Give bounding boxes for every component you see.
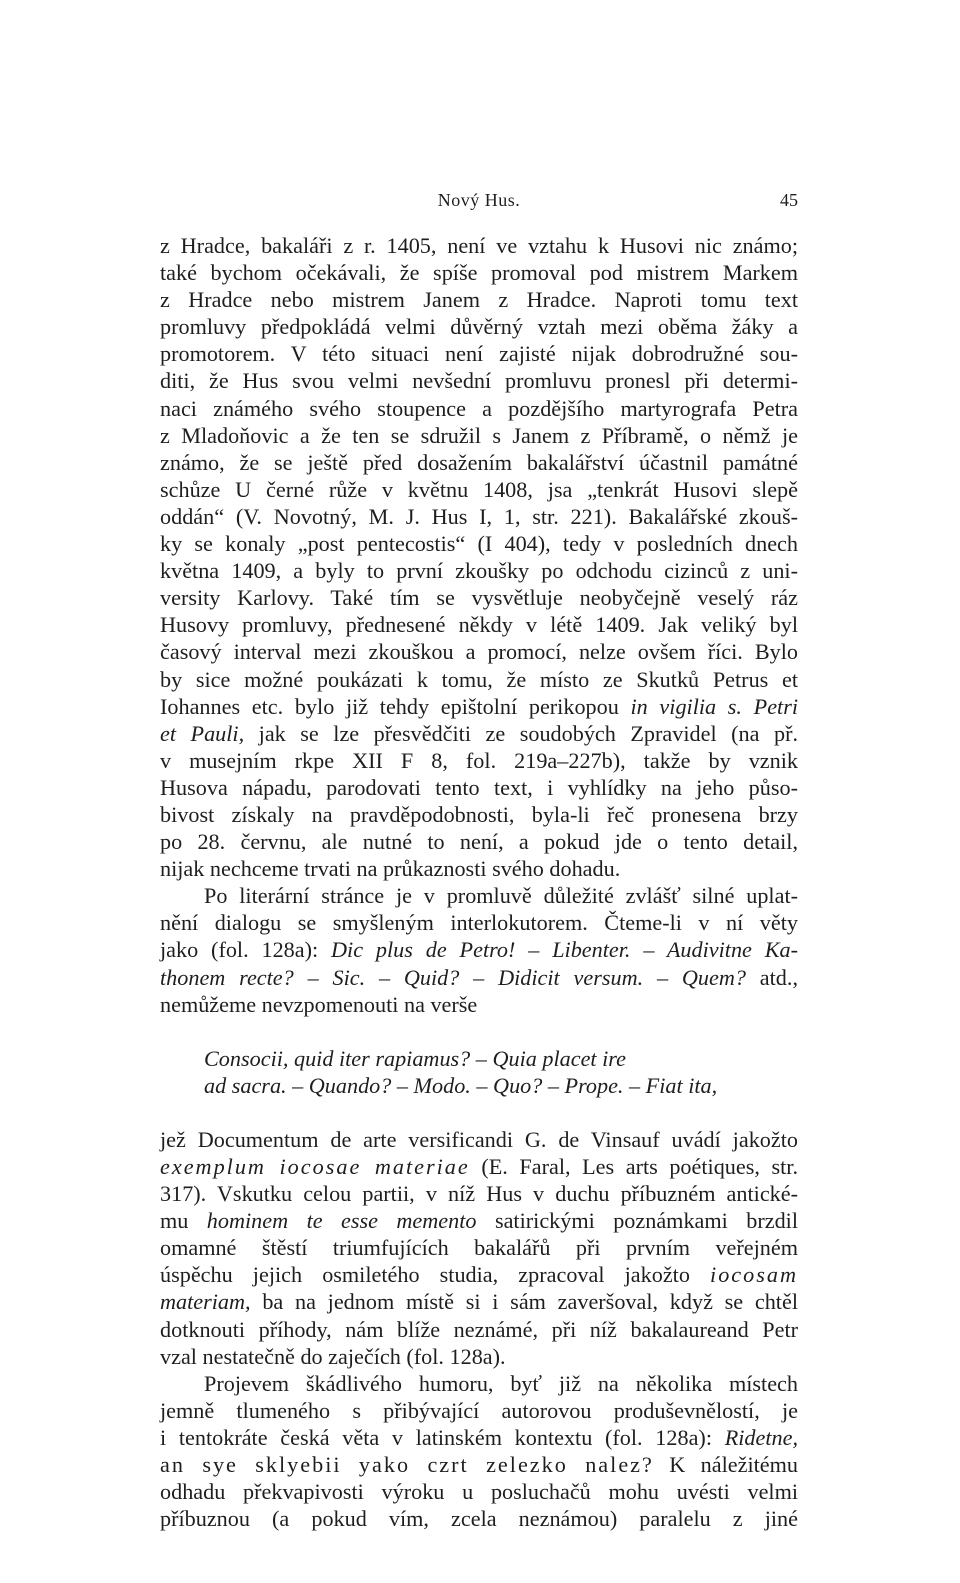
text-line: dotknouti příhody, nám blíže neznámé, při níž bakalaureand Petr xyxy=(160,1316,798,1342)
text-line: promotorem. V této situaci není zajisté nijak dobrodružné sou- xyxy=(160,341,798,367)
text-segment: (E. Faral, Les arts poétiques, str. xyxy=(481,1154,798,1179)
text-line: by sice možné poukázati k tomu, že místo ze Skutků Petrus et xyxy=(160,666,798,692)
text-line xyxy=(160,1261,798,1288)
text-line xyxy=(160,1207,798,1234)
text-line: z Hradce, bakaláři z r. 1405, není ve vztahu k Husovi nic známo; xyxy=(160,233,798,258)
text-line xyxy=(160,1288,798,1315)
text-line: příbuznou (a pokud vím, zcela neznámou) paralelu z jiné xyxy=(160,1506,798,1532)
text-line: ky se konaly „post pentecostis“ (I 404), tedy v posledních dnech xyxy=(160,531,798,557)
verse-line: Consocii, quid iter rapiamus? – Quia placet ire xyxy=(204,1045,626,1071)
text-segment: jako (fol. 128a): xyxy=(160,937,319,963)
spaced-czech-quote: an sye sklyebii yako czrt zelezko nalez? xyxy=(160,1452,654,1478)
text-line xyxy=(160,1153,798,1180)
text-line: naci známého svého stoupence a pozdějšího martyrografa Petra xyxy=(160,395,798,421)
text-segment: atd., xyxy=(759,964,798,990)
text-segment: satirickými poznámkami brzdil xyxy=(494,1208,798,1234)
text-line xyxy=(160,936,798,963)
text-line: jež Documentum de arte versificandi G. de Vinsauf uvádí jakožto xyxy=(160,1126,798,1152)
page-number: 45 xyxy=(780,190,798,210)
text-segment: K náležitému xyxy=(669,1452,799,1478)
spacer xyxy=(160,1099,798,1126)
text-line: z Hradce nebo mistrem Janem z Hradce. Naproti tomu text xyxy=(160,287,798,313)
verse-quotation xyxy=(204,1045,798,1099)
italic-phrase: hominem te esse memento xyxy=(206,1208,477,1234)
text-line xyxy=(160,693,798,720)
text-line: bivost získaly na pravděpodobnosti, byla-li řeč pronesena brzy xyxy=(160,801,798,827)
text-line: časový interval mezi zkouškou a promocí, nelze ovšem říci. Bylo xyxy=(160,639,798,665)
text-line: promluvy předpokládá velmi důvěrný vztah mezi oběma žáky a xyxy=(160,314,798,340)
text-line: nijak nechceme trvati na průkaznosti svého dohadu. xyxy=(160,856,621,882)
text-line: versity Karlovy. Také tím se vysvětluje neobyčejně veselý ráz xyxy=(160,585,798,611)
text-line: května 1409, a byly to první zkoušky po odchodu cizinců z uni- xyxy=(160,558,798,584)
text-segment: jak se lze přesvědčiti ze soudobých Zpravidel (na př. xyxy=(258,720,799,746)
text-segment: ba na jednom místě si i sám zaveršoval, když se chtěl xyxy=(262,1289,798,1315)
text-line: známo, že se ještě před dosažením bakalářství účastnil památné xyxy=(160,449,798,475)
text-line: Husovy promluvy, přednesené někdy v létě 1409. Jak veliký byl xyxy=(160,612,798,638)
text-line: odhadu překvapivosti výroku u posluchačů mohu uvésti velmi xyxy=(160,1479,798,1505)
text-line xyxy=(160,720,798,747)
spacer xyxy=(160,1018,798,1045)
text-line: jemně tlumeného s přibývající autorovou produševnělostí, je xyxy=(160,1397,798,1423)
text-line: 317). Vskutku celou partii, v níž Hus v duchu příbuzném antické- xyxy=(160,1181,798,1207)
italic-phrase: materiam, xyxy=(160,1289,251,1315)
text-line: v musejním rkpe XII F 8, fol. 219a–227b), takže by vznik xyxy=(160,747,798,773)
italic-phrase: Dic plus de Petro! – Libenter. – Audivitne Ka- xyxy=(331,937,799,963)
verse-line: ad sacra. – Quando? – Modo. – Quo? – Prope. – Fiat ita, xyxy=(204,1072,718,1098)
text-line: nění dialogu se smyšleným interlokutorem. Čteme-li v ní věty xyxy=(160,910,798,936)
text-line: z Mladoňovic a že ten se sdružil s Janem z Příbramě, o němž je xyxy=(160,422,798,448)
text-segment: Iohannes etc. bylo již tehdy epištolní perikopou xyxy=(160,693,619,719)
text-line xyxy=(160,1451,798,1478)
text-line: omamné štěstí triumfujících bakalářů při prvním veřejném xyxy=(160,1235,798,1261)
running-title: Nový Hus. xyxy=(437,190,521,210)
text-line: Husova nápadu, parodovati tento text, i vyhlídky na jeho půso- xyxy=(160,774,798,800)
paragraph-2 xyxy=(160,882,798,1017)
text-line xyxy=(160,1424,798,1451)
page-header xyxy=(160,190,798,216)
italic-phrase: exemplum iocosae materiae xyxy=(160,1154,470,1179)
paragraph-1 xyxy=(160,232,798,882)
italic-phrase: thonem recte? – Sic. – Quid? – Didicit versum. – Quem? xyxy=(160,964,746,990)
text-line: nemůžeme nevzpomenouti na verše xyxy=(160,991,478,1017)
italic-phrase: iocosam xyxy=(710,1262,798,1288)
text-line: po 28. červnu, ale nutné to není, a pokud jde o tento detail, xyxy=(160,829,798,855)
text-line xyxy=(160,964,798,991)
text-line: oddán“ (V. Novotný, M. J. Hus I, 1, str. 221). Bakalářské zkouš- xyxy=(160,503,798,529)
main-text xyxy=(160,232,798,1532)
text-line: schůze U černé růže v květnu 1408, jsa „tenkrát Husovi slepě xyxy=(160,476,798,502)
italic-phrase: et Pauli, xyxy=(160,720,245,746)
text-line: vzal nestatečně do zaječích (fol. 128a). xyxy=(160,1343,506,1369)
italic-phrase: Ridetne, xyxy=(724,1424,798,1450)
text-line: také bychom očekávali, že spíše promoval pod mistrem Markem xyxy=(160,260,798,286)
text-segment: mu xyxy=(160,1208,189,1234)
text-segment: úspěchu jejich osmiletého studia, zpracoval jakožto xyxy=(160,1262,690,1288)
paragraph-3 xyxy=(160,1126,798,1370)
text-line: diti, že Hus svou velmi nevšední promluvu pronesl při determi- xyxy=(160,368,798,394)
paragraph-4 xyxy=(160,1370,798,1533)
italic-phrase: in vigilia s. Petri xyxy=(630,693,799,719)
text-line: Projevem škádlivého humoru, byť již na několika místech xyxy=(204,1370,798,1396)
text-segment: i tentokráte česká věta v latinském kontextu (fol. 128a): xyxy=(160,1424,712,1450)
text-line: Po literární stránce je v promluvě důležité zvlášť silné uplat- xyxy=(204,883,798,909)
